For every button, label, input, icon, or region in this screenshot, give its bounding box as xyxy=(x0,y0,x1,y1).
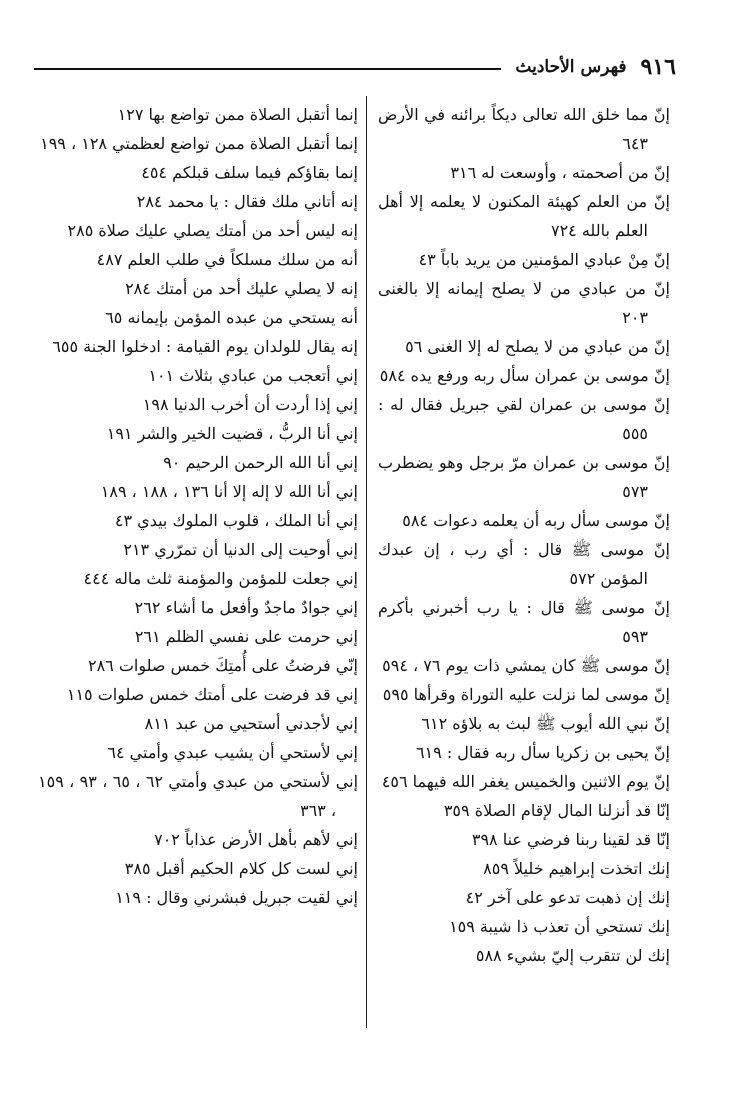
hadith-entry: إنه أتاني ملك فقال : يا محمد ٢٨٤ xyxy=(136,192,358,211)
hadith-entry: إنه لا يصلي عليك أحد من أمتك ٢٨٤ xyxy=(125,279,358,298)
hadith-entry: إنّ موسى ﷺ قال : أي رب ، إن عبدك المؤمن ٥٧٢ xyxy=(378,540,670,588)
right-column xyxy=(378,100,670,970)
hadith-entry: إنك إن ذهبت تدعو على آخر ٤٢ xyxy=(465,888,670,907)
hadith-entry: إنّ موسى لما نزلت عليه التوراة وقرأها ٥٩٥ xyxy=(382,685,670,704)
hadith-entry: إنّ من أصحمته ، وأوسعت له ٣١٦ xyxy=(450,163,670,182)
hadith-entry: إنّي فرضتُ على أُمتِكَ خمس صلوات ٢٨٦ xyxy=(87,656,358,675)
hadith-entry: إنه ليس أحد من أمتك يصلي عليك صلاة ٢٨٥ xyxy=(67,221,358,240)
hadith-entry: أنه من سلك مسلكاً في طلب العلم ٤٨٧ xyxy=(96,250,358,269)
hadith-entry: إنه يقال للولدان يوم القيامة : ادخلوا الجنة ٦٥٥ xyxy=(52,337,358,356)
hadith-entry: إنما أتقبل الصلاة ممن تواضع لعظمتي ١٢٨ ، ١٩٩ xyxy=(40,134,358,153)
left-column xyxy=(38,100,358,912)
hadith-entry: إنّ من عبادي من لا يصلح إيمانه إلا بالغنى ٢٠٣ xyxy=(378,279,670,327)
hadith-entry: إنّ يوم الاثنين والخميس يغفر الله فيهما ٤٥٦ xyxy=(381,772,670,791)
hadith-entry: إني إذا أردت أن أخرب الدنيا ١٩٨ xyxy=(142,395,358,414)
hadith-entry: إنّ من عبادي من لا يصلح له إلا الغنى ٥٦ xyxy=(405,337,670,356)
hadith-entry: إنك لن تتقرب إليّ بشيء ٥٨٨ xyxy=(475,946,670,965)
hadith-entry: إنك اتخذت إبراهيم خليلاً ٨٥٩ xyxy=(483,859,670,878)
header-rule xyxy=(34,68,501,70)
hadith-entry: إنّ موسى بن عمران مرّ برجل وهو يضطرب ٥٧٣ xyxy=(378,453,670,501)
hadith-entry: إنّ مما خلق الله تعالى ديكاً برائنه في الأرض ٦٤٣ xyxy=(378,105,670,153)
hadith-entry: إنما أتقبل الصلاة ممن تواضع بها ١٢٧ xyxy=(117,105,358,124)
hadith-entry: إنّا قد لقينا ربنا فرضي عنا ٣٩٨ xyxy=(471,830,670,849)
hadith-entry: إني لأجدني أستحيي من عبد ٨١١ xyxy=(144,714,358,733)
hadith-entry: إنّ موسى بن عمران لقي جبريل فقال له : ٥٥٥ xyxy=(378,395,670,443)
hadith-entry: إنك تستحي أن تعذب ذا شيبة ١٥٩ xyxy=(449,917,670,936)
column-divider xyxy=(366,96,367,1028)
hadith-entry: إني لست كل كلام الحكيم أقبل ٣٨٥ xyxy=(124,859,358,878)
hadith-entry: إني جوادٌ ماجدٌ وأفعل ما أشاء ٢٦٢ xyxy=(134,598,358,617)
hadith-entry: إني أنا الربُّ ، قضيت الخير والشر ١٩١ xyxy=(106,424,358,443)
hadith-entry: إني أنا الله الرحمن الرحيم ٩٠ xyxy=(163,453,358,472)
hadith-entry: إني أوحيت إلى الدنيا أن تمرّري ٢١٣ xyxy=(123,540,358,559)
hadith-entry: إني قد فرضت على أمتك خمس صلوات ١١٥ xyxy=(66,685,358,704)
hadith-entry: إني أنا الله لا إله إلا أنا ١٣٦ ، ١٨٨ ، ١٨٩ xyxy=(100,482,358,501)
hadith-entry: إنما بقاؤكم فيما سلف قبلكم ٤٥٤ xyxy=(141,163,358,182)
hadith-entry: أنه يستحي من عبده المؤمن بإيمانه ٦٥ xyxy=(105,308,358,327)
hadith-entry: إني لأستحي من عبدي وأمتي ٦٢ ، ٦٥ ، ٩٣ ، ١٥٩ ، ٣٦٣ xyxy=(38,772,359,820)
page-title: فهرس الأحاديث xyxy=(515,57,627,77)
hadith-entry: إنّ موسى سأل ربه أن يعلمه دعوات ٥٨٤ xyxy=(402,511,670,530)
hadith-entry: إنّ مِنْ عبادي المؤمنين من يريد باباً ٤٣ xyxy=(418,250,670,269)
page-header xyxy=(34,50,676,84)
hadith-entry: إني جعلت للمؤمن والمؤمنة ثلث ماله ٤٤٤ xyxy=(83,569,358,588)
page-number: ٩١٦ xyxy=(640,54,676,80)
hadith-entry: إني أتعجب من عبادي بثلاث ١٠١ xyxy=(148,366,358,385)
hadith-entry: إني أنا الملك ، قلوب الملوك بيدي ٤٣ xyxy=(114,511,358,530)
hadith-entry: إنّ موسى بن عمران سأل ربه ورفع يده ٥٨٤ xyxy=(379,366,670,385)
hadith-entry: إني لقيت جبريل فبشرني وقال : ١١٩ xyxy=(115,888,358,907)
hadith-entry: إني لأستحي أن يشيب عبدي وأمتي ٦٤ xyxy=(107,743,358,762)
hadith-entry: إنّ من العلم كهيئة المكنون لا يعلمه إلا أهل العلم بالله ٧٢٤ xyxy=(378,192,670,240)
hadith-entry: إنّ موسى ﷺ قال : يا رب أخبرني بأكرم ٥٩٣ xyxy=(378,598,670,646)
hadith-entry: إنّ موسى ﷺ كان يمشي ذات يوم ٧٦ ، ٥٩٤ xyxy=(382,656,670,675)
hadith-entry: إني لأهم بأهل الأرض عذاباً ٧٠٢ xyxy=(154,830,358,849)
hadith-entry: إنّ يحيى بن زكريا سأل ربه فقال : ٦١٩ xyxy=(415,743,670,762)
hadith-entry: إنّا قد أنزلنا المال لإقام الصلاة ٣٥٩ xyxy=(443,801,670,820)
hadith-entry: إني حرمت على نفسي الظلم ٢٦١ xyxy=(134,627,358,646)
hadith-entry: إنّ نبي الله أيوب ﷺ لبث به بلاؤه ٦١٢ xyxy=(421,714,670,733)
